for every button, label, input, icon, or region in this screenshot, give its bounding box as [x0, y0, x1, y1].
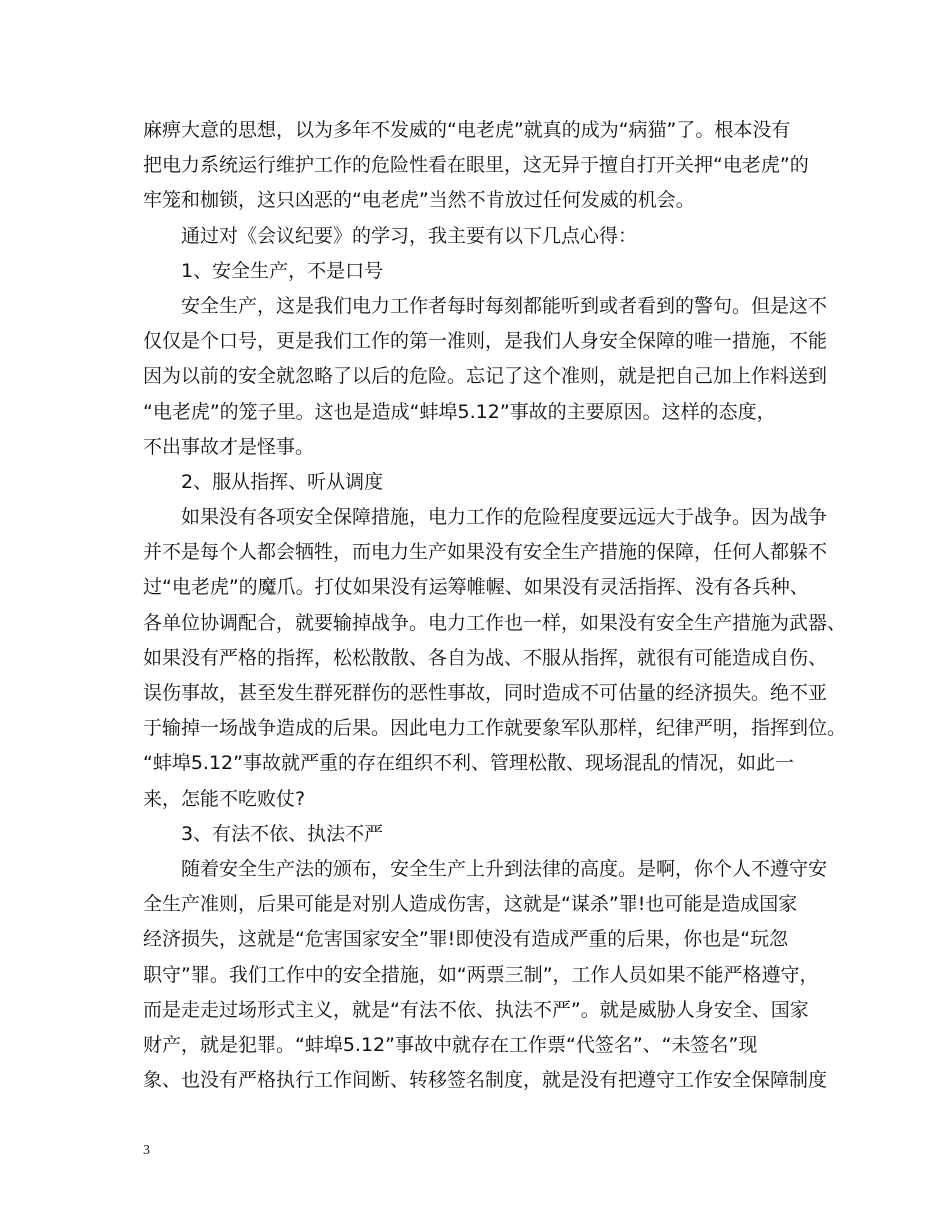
text-line: 通过对《会议纪要》的学习，我主要有以下几点心得： — [181, 224, 638, 247]
text-line: 安全生产，这是我们电力工作者每时每刻都能听到或者看到的警句。但是这不 — [181, 294, 828, 317]
text-line: 不出事故才是怪事。 — [143, 435, 315, 458]
text-line: 并不是每个人都会牺牲，而电力生产如果没有安全生产措施的保障，任何人都躲不 — [143, 541, 828, 564]
text-line: 过“电老虎”的魔爪。打仗如果没有运筹帷幄、如果没有灵活指挥、没有各兵种、 — [143, 576, 809, 599]
text-line: 随着安全生产法的颁布，安全生产上升到法律的高度。是啊，你个人不遵守安 — [181, 857, 828, 880]
text-line: 职守”罪。我们工作中的安全措施，如“两票三制”，工作人员如果不能严格遵守， — [143, 963, 819, 986]
text-line: 麻痹大意的思想，以为多年不发威的“电老虎”就真的成为“病猫”了。根本没有 — [143, 119, 791, 141]
text-line: 把电力系统运行维护工作的危险性看在眼里，这无异于擅自打开关押“电老虎”的 — [143, 154, 809, 177]
text-line: 如果没有各项安全保障措施，电力工作的危险程度要远远大于战争。因为战争 — [181, 506, 828, 529]
text-line: 3、有法不依、执法不严 — [181, 822, 384, 845]
text-line: 经济损失，这就是“危害国家安全”罪!即使没有造成严重的后果，你也是“玩忽 — [143, 928, 789, 951]
page-number: 3 — [143, 1143, 150, 1158]
text-line: 财产，就是犯罪。“蚌埠5.12”事故中就存在工作票“代签名”、“未签名”现 — [143, 1033, 758, 1056]
text-line: 因为以前的安全就忽略了以后的危险。忘记了这个准则，就是把自己加上作料送到 — [143, 365, 828, 388]
text-line: 来，怎能不吃败仗? — [143, 787, 306, 810]
text-line: 如果没有严格的指挥，松松散散、各自为战、不服从指挥，就很有可能造成自伤、 — [143, 646, 828, 669]
text-line: 于输掉一场战争造成的后果。因此电力工作就要象军队那样，纪律严明，指挥到位。 — [143, 717, 847, 740]
text-line: 仅仅是个口号，更是我们工作的第一准则，是我们人身安全保障的唯一措施，不能 — [143, 330, 828, 353]
text-line: 1、安全生产，不是口号 — [181, 259, 384, 282]
text-line: “蚌埠5.12”事故就严重的存在组织不利、管理松散、现场混乱的情况，如此一 — [143, 752, 794, 775]
text-line: “电老虎”的笼子里。这也是造成“蚌埠5.12”事故的主要原因。这样的态度， — [143, 400, 776, 423]
body-text — [143, 113, 847, 1098]
text-line: 而是走走过场形式主义，就是“有法不依、执法不严”。就是威胁人身安全、国家 — [143, 998, 809, 1021]
text-line: 2、服从指挥、听从调度 — [181, 470, 384, 493]
text-line: 牢笼和枷锁，这只凶恶的“电老虎”当然不肯放过任何发威的机会。 — [143, 189, 695, 212]
text-line: 全生产准则，后果可能是对别人造成伤害，这就是“谋杀”罪!也可能是造成国家 — [143, 893, 798, 916]
text-line: 各单位协调配合，就要输掉战争。电力工作也一样，如果没有安全生产措施为武器、 — [143, 611, 847, 634]
text-line: 误伤事故，甚至发生群死群伤的恶性事故，同时造成不可估量的经济损失。绝不亚 — [143, 682, 828, 704]
text-line: 象、也没有严格执行工作间断、转移签名制度，就是没有把遵守工作安全保障制度 — [143, 1069, 828, 1092]
